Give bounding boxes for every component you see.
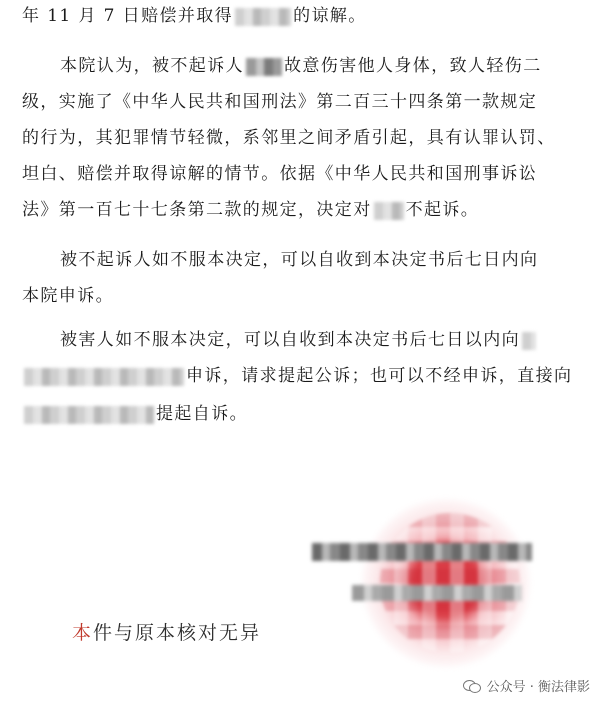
text-line-11 xyxy=(22,402,588,426)
text-segment: 级，实施了《中华人民共和国刑法》第二百三十四条第一款规定 xyxy=(22,92,538,112)
watermark-text: 公众号 · 衡法律影 xyxy=(486,680,590,695)
stamp-first-char: 本 xyxy=(72,622,94,644)
wechat-icon xyxy=(463,679,481,693)
text-segment: 年 11 月 7 日赔偿并取得 xyxy=(22,6,234,26)
official-seal xyxy=(300,495,540,675)
text-line-10 xyxy=(22,364,588,388)
text-line-5 xyxy=(22,162,588,186)
seal-pixelation xyxy=(380,513,520,653)
redacted-block xyxy=(235,8,291,26)
redacted-block xyxy=(24,368,184,386)
text-segment: 的谅解。 xyxy=(293,6,367,26)
redacted-block xyxy=(374,202,404,220)
copy-verification-stamp xyxy=(72,618,261,645)
text-line-9 xyxy=(60,328,590,352)
text-segment: 申诉，请求提起公诉；也可以不经申诉，直接向 xyxy=(186,366,573,386)
stamp-rest: 件与原本核对无异 xyxy=(93,622,262,644)
text-line-7 xyxy=(60,248,590,272)
watermark xyxy=(463,676,590,695)
text-segment: 提起自诉。 xyxy=(156,404,248,424)
text-segment: 被害人如不服本决定，可以自收到本决定书后七日以内向 xyxy=(60,330,520,350)
text-segment: 的行为，其犯罪情节轻微，系邻里之间矛盾引起，具有认罪认罚、 xyxy=(22,128,556,148)
text-line-2 xyxy=(60,54,590,78)
text-line-3 xyxy=(22,90,588,114)
text-segment: 法》第一百七十七条第二款的规定，决定对 xyxy=(22,200,372,220)
redacted-block xyxy=(246,58,282,76)
text-segment: 本院认为，被不起诉人 xyxy=(60,56,244,76)
text-line-4 xyxy=(22,126,588,150)
text-segment: 坦白、赔偿并取得谅解的情节。依据《中华人民共和国刑事诉讼 xyxy=(22,164,538,184)
text-segment: 故意伤害他人身体，致人轻伤二 xyxy=(284,56,542,76)
text-segment: 不起诉。 xyxy=(405,200,480,220)
text-line-1 xyxy=(22,4,588,28)
redacted-organization xyxy=(312,543,532,561)
text-segment: 本院申诉。 xyxy=(22,286,114,306)
redacted-date xyxy=(352,585,522,601)
text-line-6 xyxy=(22,198,588,222)
redacted-block xyxy=(24,406,154,424)
text-segment: 被不起诉人如不服本决定，可以自收到本决定书后七日内向 xyxy=(60,250,539,270)
text-line-8 xyxy=(22,284,588,308)
redacted-block xyxy=(522,332,536,350)
